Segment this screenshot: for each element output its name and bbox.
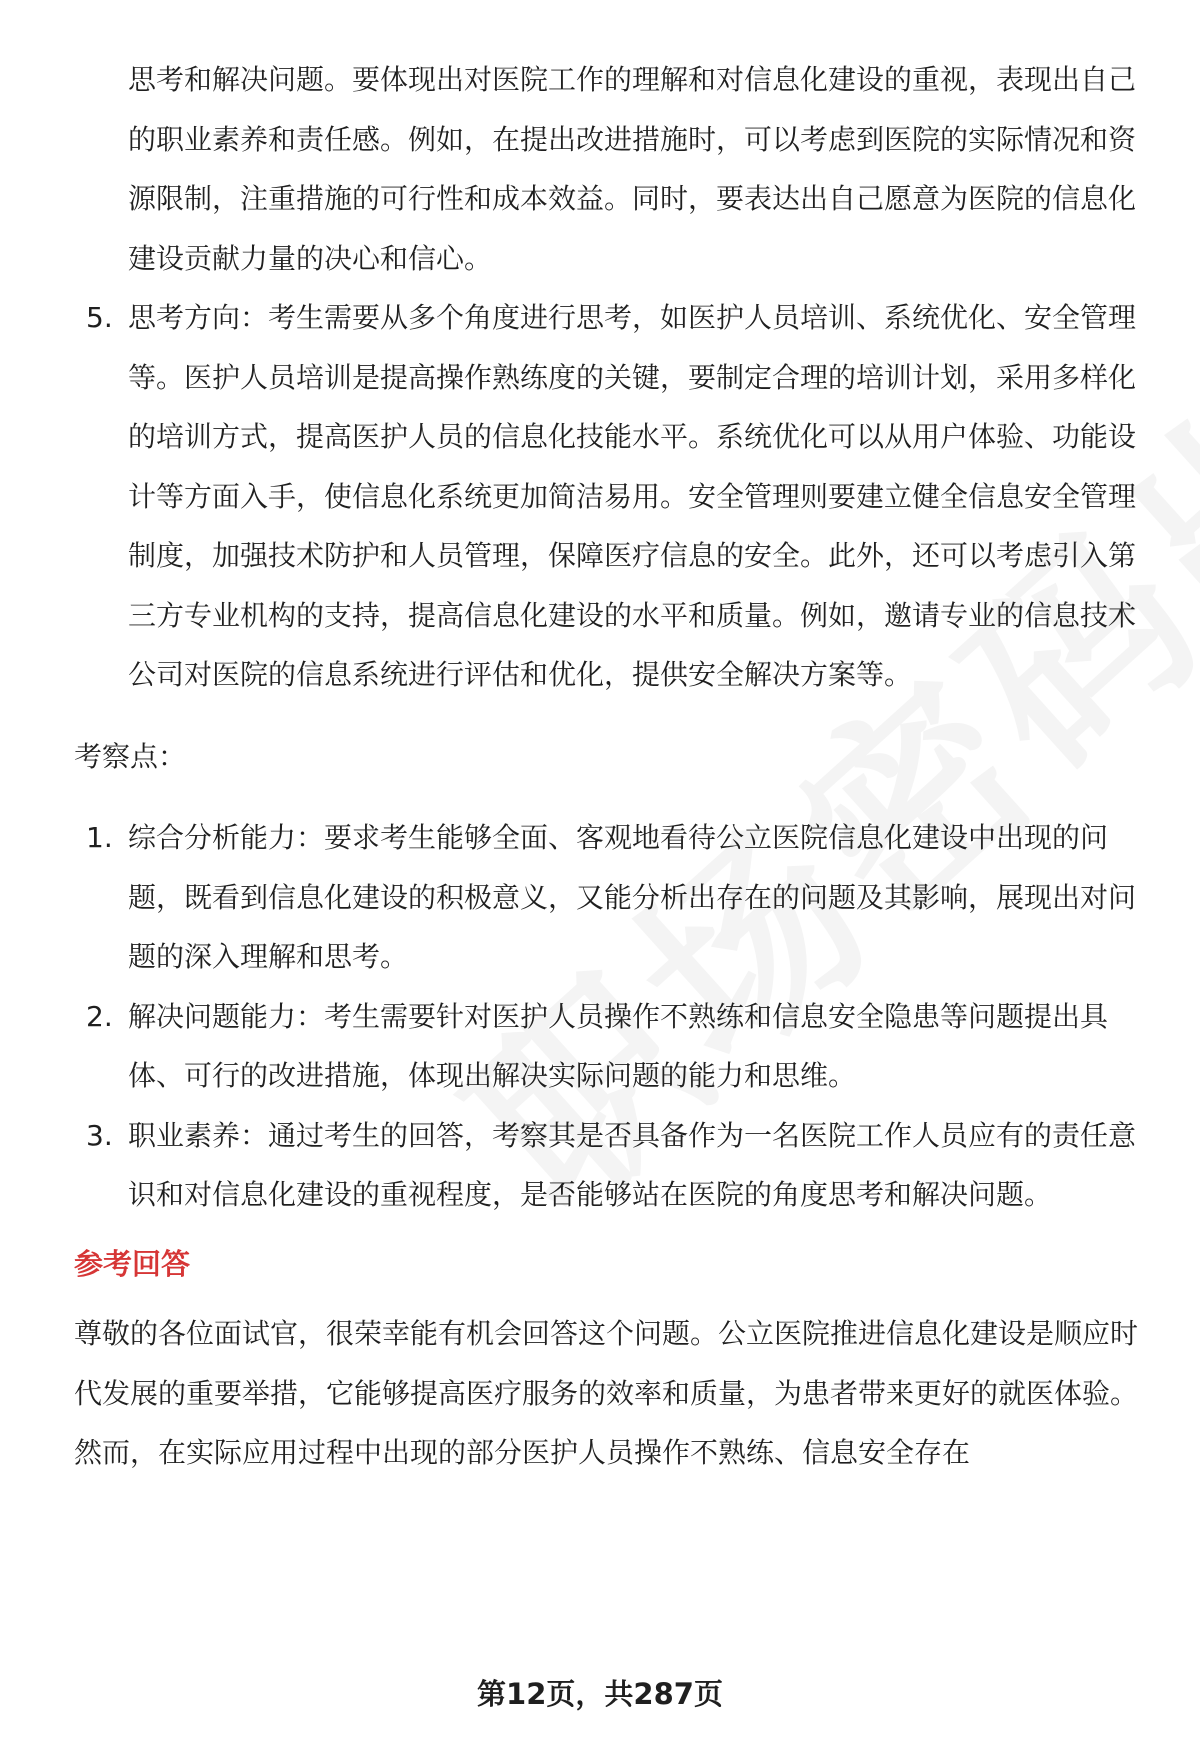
list-item-text: 解决问题能力：考生需要针对医护人员操作不熟练和信息安全隐患等问题提出具体、可行的改进措施，体现出解决实际问题的能力和思维。 (128, 999, 1109, 1092)
list-number: 1. (86, 821, 113, 854)
list-item-text: 思考方向：考生需要从多个角度进行思考，如医护人员培训、系统优化、安全管理等。医护人员培训是提高操作熟练度的关键，要制定合理的培训计划，采用多样化的培训方式，提高医护人员的信息化技能水平。系统优化可以从用户体验、功能设计等方面入手，使信息化系统更加简洁易用。安全管理则要建立健全信息安全管理制度，加强技术防护和人员管理，保障医疗信息的安全。此外，还可以考虑引入第三方专业机构的支持，提高信息化建设的水平和质量。例如，邀请专业的信息技术公司对医院的信息系统进行评估和优化，提供安全解决方案等。 (128, 301, 1137, 691)
list-number: 2. (86, 999, 113, 1033)
list-item-text: 职业素养：通过考生的回答，考察其是否具备作为一名医院工作人员应有的责任意识和对信息化建设的重视程度，是否能够站在医院的角度思考和解决问题。 (128, 1118, 1137, 1211)
list-item (74, 987, 1144, 1106)
continuation-paragraph: 思考和解决问题。要体现出对医院工作的理解和对信息化建设的重视，表现出自己的职业素养和责任感。例如，在提出改进措施时，可以考虑到医院的实际情况和资源限制，注重措施的可行性和成本效益。同时，要表达出自己愿意为医院的信息化建设贡献力量的决心和信心。 (128, 63, 1137, 275)
list-item-5 (74, 288, 1144, 705)
list-item (74, 808, 1144, 987)
list-item-text: 综合分析能力：要求考生能够全面、客观地看待公立医院信息化建设中出现的问题，既看到信息化建设的积极意义，又能分析出存在的问题及其影响，展现出对问题的深入理解和思考。 (128, 821, 1137, 973)
reference-answer-title: 参考回答 (74, 1246, 191, 1281)
examine-list (74, 808, 1144, 1225)
examine-label: 考察点： (74, 739, 187, 773)
list-item (74, 1106, 1144, 1225)
page-content (74, 50, 1144, 1483)
reference-answer-paragraph: 尊敬的各位面试官，很荣幸能有机会回答这个问题。公立医院推进信息化建设是顺应时代发展的重要举措，它能够提高医疗服务的效率和质量，为患者带来更好的就医体验。然而，在实际应用过程中出现的部分医护人员操作不熟练、信息安全存在 (74, 1317, 1139, 1469)
list-number: 5. (86, 301, 113, 334)
list-number: 3. (86, 1118, 113, 1152)
direction-list (74, 288, 1144, 705)
page-footer: 第12页，共287页 (477, 1677, 723, 1711)
